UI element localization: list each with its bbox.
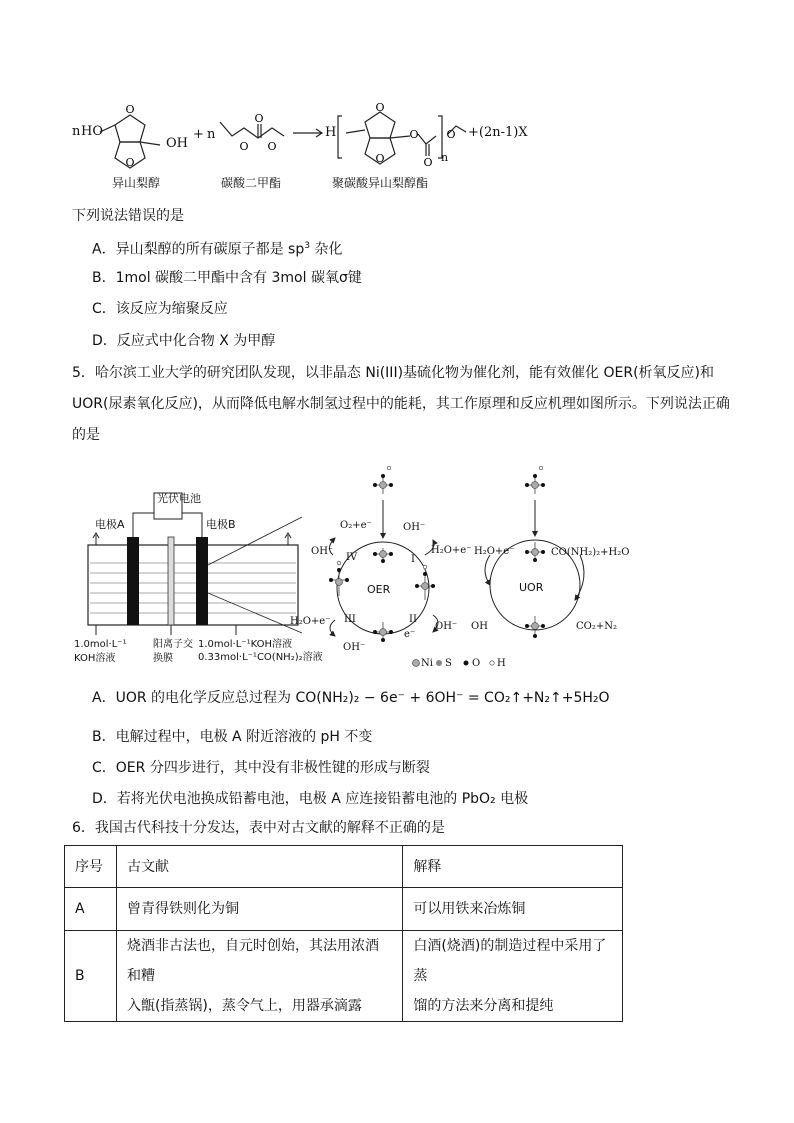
header-exp: 解释 xyxy=(403,846,623,888)
step-i: I xyxy=(411,554,415,565)
svg-text:O: O xyxy=(409,128,419,141)
label-isosorbide: 异山梨醇 xyxy=(112,176,161,190)
row-b-exp xyxy=(403,931,623,1022)
species-h2o-e-1: H₂O+e⁻ xyxy=(431,545,472,556)
row-b-exp-line1: 白酒(烧酒)的制造过程中采用了蒸 xyxy=(413,938,607,984)
svg-text:O: O xyxy=(375,101,385,114)
n-prefix-1: n xyxy=(72,124,81,139)
species-oh-3: OH⁻ xyxy=(435,621,458,632)
dimethyl-carbonate-structure xyxy=(220,122,284,138)
row-b-doc-line1: 烧酒非古法也，自元时创始，其法用浓酒和糟 xyxy=(126,938,379,984)
option-text: OER 分四步进行，其中没有非极性键的形成与断裂 xyxy=(115,760,430,776)
row-b-doc-line2: 入甑(指蒸锅)，蒸令气上，用器承滴露 xyxy=(126,998,362,1014)
electrode-b-label: 电极B xyxy=(206,518,236,531)
svg-text:O: O xyxy=(446,128,456,141)
species-h2o-e-3: H₂O+e⁻ xyxy=(474,546,515,557)
step-iii: III xyxy=(344,614,356,625)
option-sup: 3 xyxy=(304,241,310,251)
q4-option-d[interactable] xyxy=(92,331,275,351)
species-oh-2: OH⁻ xyxy=(311,546,334,557)
row-a-id: A xyxy=(65,888,117,931)
q5-option-b[interactable] xyxy=(92,727,372,747)
q6-table xyxy=(64,845,623,1022)
polymer-n: n xyxy=(441,151,449,164)
svg-text:O: O xyxy=(239,140,249,153)
option-text: 反应式中化合物 X 为甲醇 xyxy=(116,333,276,349)
species-oh-5: OH xyxy=(471,621,488,632)
cell-drawing xyxy=(70,485,310,635)
reaction-arrow xyxy=(293,129,322,137)
option-text: UOR 的电化学反应总过程为 CO(NH₂)₂ − 6e⁻ + 6OH⁻ = CO₂↑+N₂↑+5H₂O xyxy=(115,690,610,706)
option-letter: A． xyxy=(92,241,116,258)
q5-option-d[interactable] xyxy=(92,789,528,809)
q5-option-c[interactable] xyxy=(92,758,430,778)
oer-label: OER xyxy=(367,583,391,596)
option-letter: D． xyxy=(92,333,117,349)
svg-text:O: O xyxy=(125,156,135,169)
step-ii: II xyxy=(409,614,417,625)
table-row xyxy=(65,931,623,1022)
row-a-exp: 可以用铁来冶炼铜 xyxy=(403,888,623,931)
option-text: 电解过程中，电极 A 附近溶液的 pH 不变 xyxy=(115,729,373,745)
membrane xyxy=(168,537,174,625)
option-text: 异山梨醇的所有碳原子都是 sp xyxy=(115,241,305,258)
header-id: 序号 xyxy=(65,846,117,888)
pv-battery-label: 光伏电池 xyxy=(157,492,201,505)
species-o2-e: O₂+e⁻ xyxy=(340,520,372,531)
svg-text:O: O xyxy=(254,112,264,125)
membrane-label: 阳离子交换膜 xyxy=(153,639,193,664)
plus-sign: + xyxy=(193,127,204,142)
species-h2o-e-2: H₂O+e⁻ xyxy=(290,616,331,627)
row-a-doc: 曾青得铁则化为铜 xyxy=(116,888,402,931)
svg-text:O: O xyxy=(423,156,433,169)
svg-text:O: O xyxy=(375,152,385,165)
q6-stem: 6．我国古代科技十分发达，表中对古文献的解释不正确的是 xyxy=(72,820,445,836)
option-text: 若将光伏电池换成铅蓄电池，电极 A 应连接铅蓄电池的 PbO₂ 电极 xyxy=(116,791,529,807)
legend-ni: Ni xyxy=(421,658,433,669)
electrode-a xyxy=(127,537,139,625)
solution-lines xyxy=(90,563,296,613)
option-letter: A． xyxy=(92,690,116,706)
q4-option-c[interactable] xyxy=(92,299,228,319)
table-header-row xyxy=(65,846,623,888)
table-row xyxy=(65,888,623,931)
species-oh-1: OH⁻ xyxy=(403,522,426,533)
species-co2-n2: CO₂+N₂ xyxy=(576,621,617,632)
legend-o: O xyxy=(472,658,481,669)
row-b-id: B xyxy=(65,931,117,1022)
svg-text:O: O xyxy=(267,140,277,153)
q4-option-a[interactable] xyxy=(92,236,342,260)
option-text-post: 杂化 xyxy=(309,241,343,258)
species-oh-4: OH⁻ xyxy=(343,642,366,653)
q5-stem-line3: 的是 xyxy=(72,427,100,443)
option-letter: D． xyxy=(92,791,117,807)
step-iv: IV xyxy=(346,552,358,563)
option-text: 1mol 碳酸二甲酯中含有 3mol 碳氧σ键 xyxy=(115,270,362,286)
header-doc: 古文献 xyxy=(116,846,402,888)
electrode-b xyxy=(196,537,208,625)
option-text: 该反应为缩聚反应 xyxy=(115,301,228,317)
n-prefix-2: n xyxy=(207,127,216,142)
species-urea: CO(NH₂)₂+H₂O xyxy=(551,547,630,558)
q5-stem-line2: UOR(尿素氧化反应)，从而降低电解水制氢过程中的能耗，其工作原理和反应机理如图所示。下列说法正确 xyxy=(72,396,730,412)
option-letter: B． xyxy=(92,729,116,745)
option-letter: C． xyxy=(92,301,116,317)
q4-option-b[interactable] xyxy=(92,268,362,288)
option-letter: C． xyxy=(92,760,116,776)
q5-stem-line1: 5．哈尔滨工业大学的研究团队发现，以非晶态 Ni(III)基硫化物为催化剂，能有效催化 OER(析氧反应)和 xyxy=(72,365,714,381)
right-solution-label-1: 1.0mol·L⁻¹KOH溶液 xyxy=(198,639,292,650)
svg-text:O: O xyxy=(125,103,135,116)
left-solution-label: 1.0mol·L⁻¹ KOH溶液 xyxy=(74,639,127,664)
label-polycarbonate: 聚碳酸异山梨醇酯 xyxy=(332,176,429,190)
option-letter: B． xyxy=(92,270,116,286)
ho-group: HO xyxy=(81,124,103,139)
row-b-exp-line2: 馏的方法来分离和提纯 xyxy=(413,998,554,1014)
species-e: e⁻ xyxy=(404,629,416,640)
label-dimethyl-carbonate: 碳酸二甲酯 xyxy=(221,176,282,190)
electrode-a-label: 电极A xyxy=(95,518,125,531)
legend-h: H xyxy=(497,658,506,669)
row-b-doc xyxy=(116,931,402,1022)
polymer-h: H xyxy=(325,125,337,140)
legend-s: S xyxy=(445,658,452,669)
right-solution-label-2: 0.33mol·L⁻¹CO(NH₂)₂溶液 xyxy=(198,652,323,663)
q4-stem: 下列说法错误的是 xyxy=(72,208,184,224)
uor-label: UOR xyxy=(519,581,544,594)
q5-option-a[interactable] xyxy=(92,688,610,708)
oh-group: OH xyxy=(166,136,188,151)
byproduct-x: +(2n-1)X xyxy=(468,125,528,140)
